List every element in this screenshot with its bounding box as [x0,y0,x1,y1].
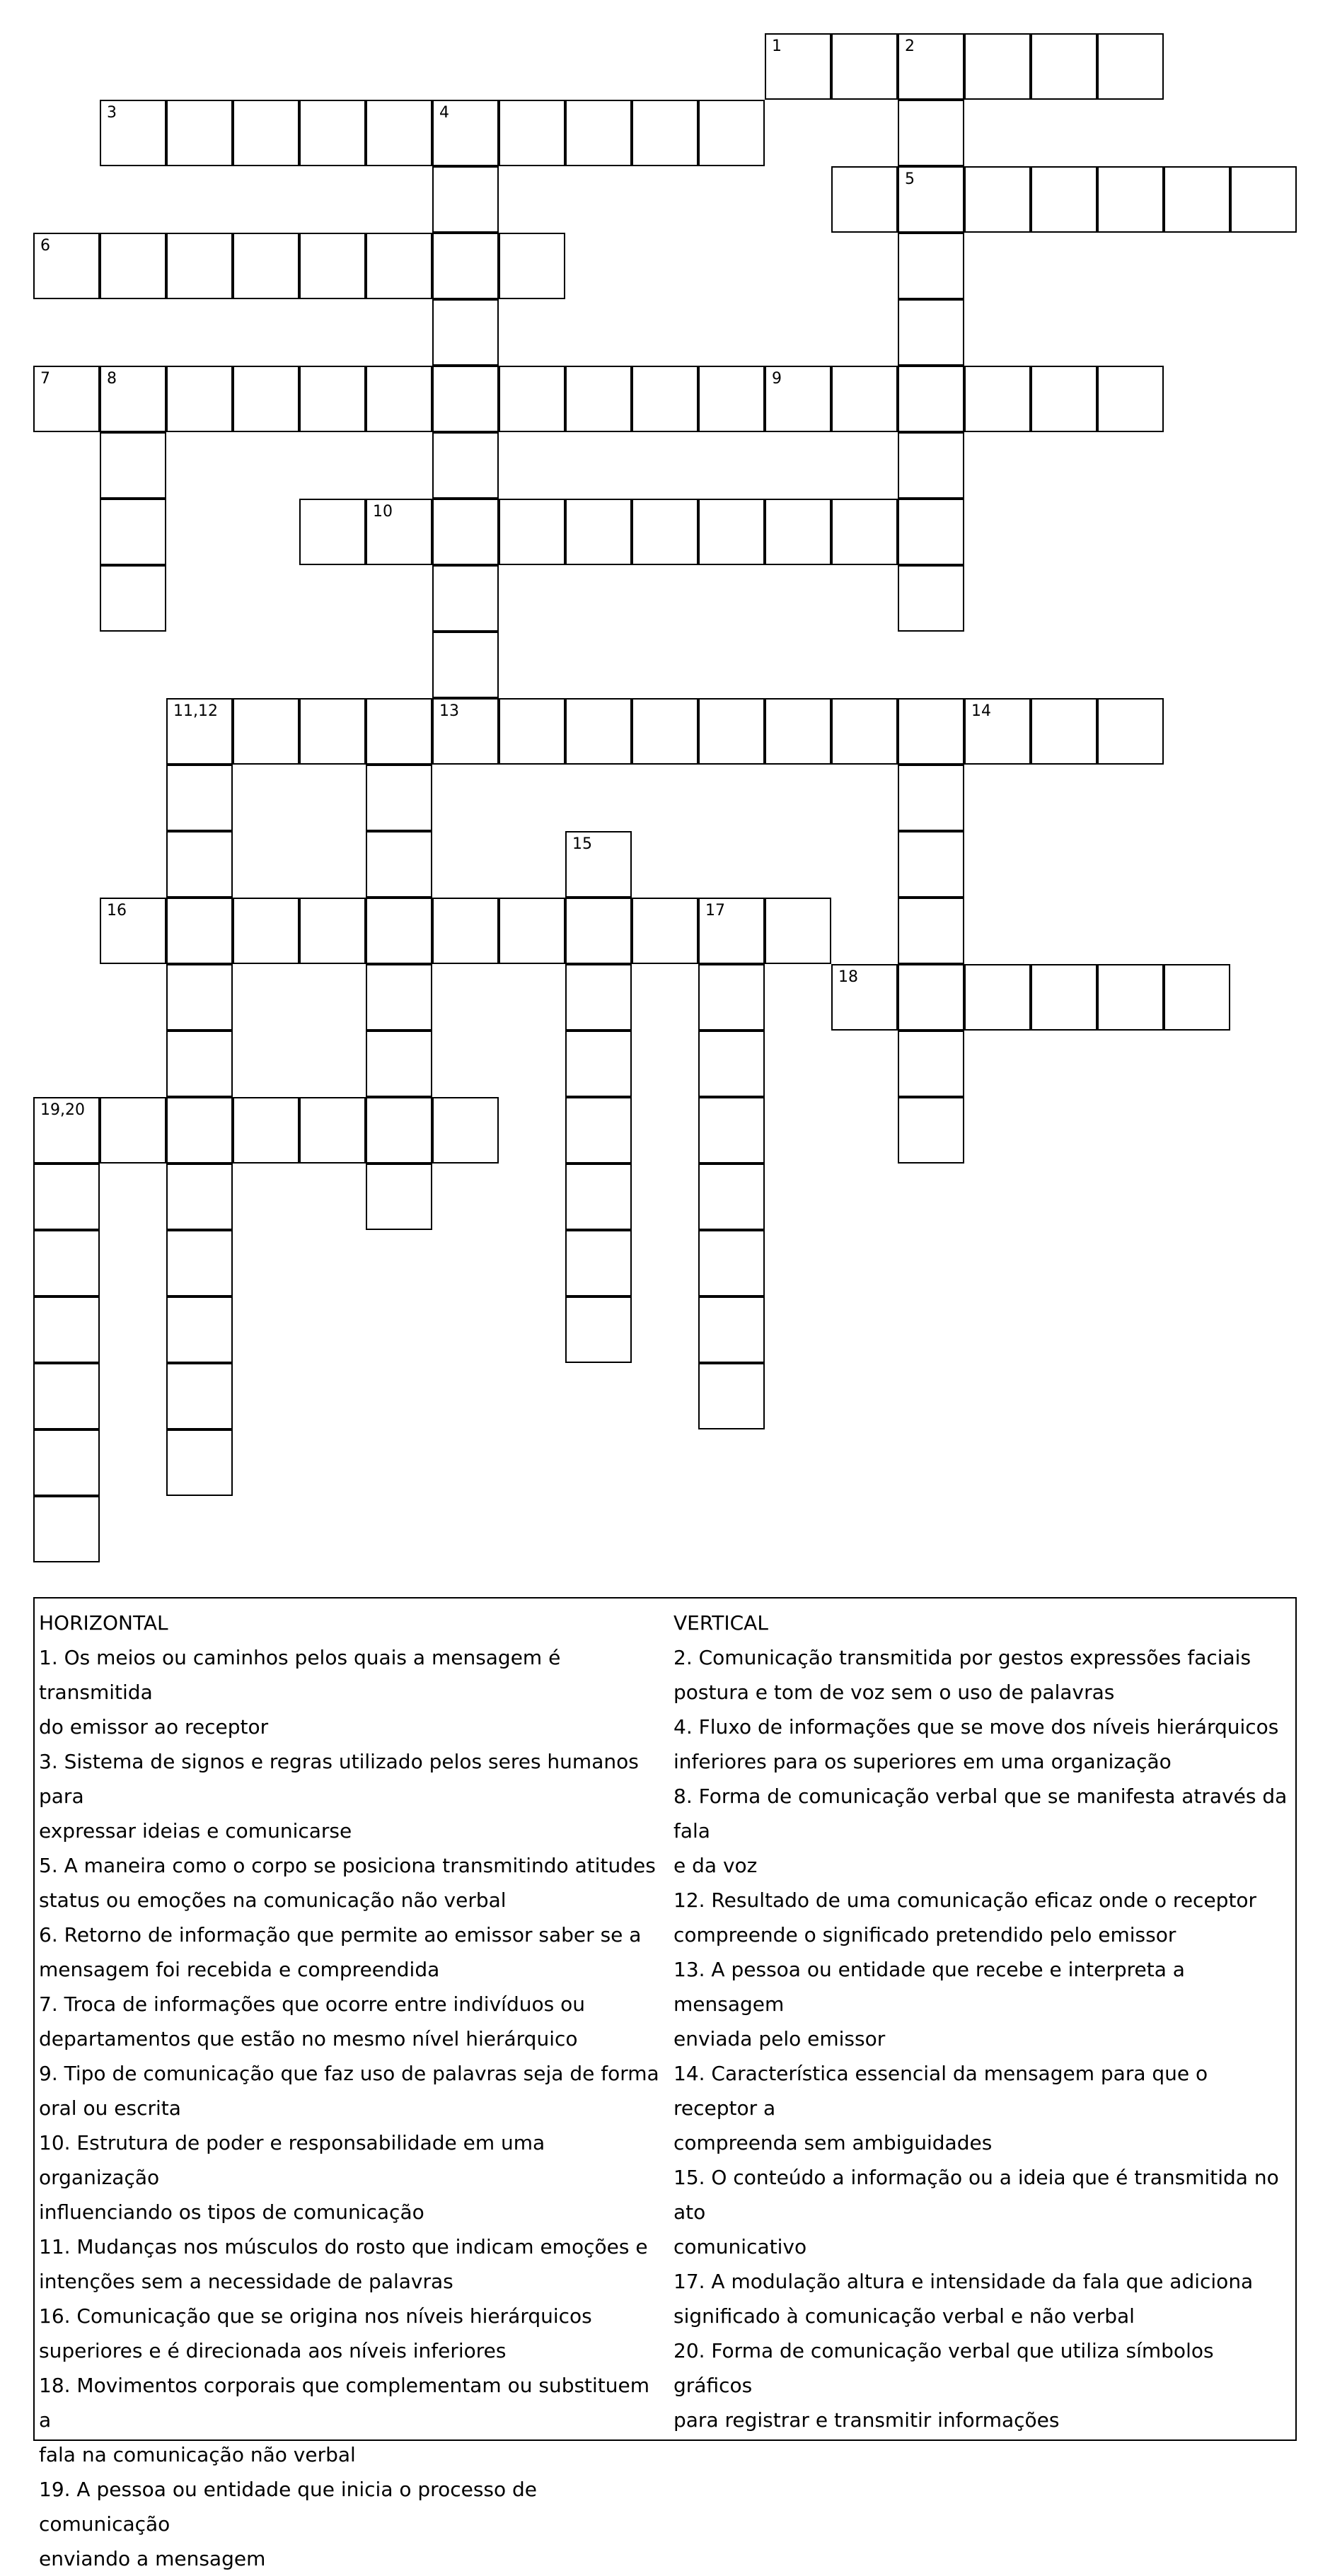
crossword-cell[interactable] [565,698,632,765]
crossword-cell[interactable] [33,1230,100,1296]
crossword-cell[interactable] [499,698,565,765]
crossword-cell[interactable] [299,1097,366,1164]
crossword-cell[interactable] [964,33,1031,100]
crossword-cell[interactable] [166,1230,233,1296]
crossword-cell[interactable] [33,1097,100,1164]
clue-line: 16. Comunicação que se origina nos níveis hierárquicos [39,2304,592,2328]
crossword-cell[interactable] [100,366,166,432]
crossword-cell[interactable] [233,100,299,166]
clue-line: status ou emoções na comunicação não verbal [39,1889,507,1912]
crossword-cell[interactable] [166,1164,233,1230]
crossword-cell[interactable] [1097,964,1164,1031]
clue-line: oral ou escrita [39,2096,181,2120]
clue-line: do emissor ao receptor [39,1715,269,1739]
clue-line: 6. Retorno de informação que permite ao emissor saber se a [39,1923,642,1946]
crossword-cell[interactable] [698,1230,765,1296]
clues-box [33,1597,1297,2570]
clue-line: e da voz [673,1854,758,1877]
clue-line: compreenda sem ambiguidades [673,2131,993,2154]
crossword-cell[interactable] [100,898,166,964]
clue-line: inferiores para os superiores em uma organização [673,1750,1172,1773]
crossword-cell[interactable] [1097,366,1164,432]
crossword-cell[interactable] [499,366,565,432]
crossword-cell[interactable] [166,233,233,299]
crossword-cell[interactable] [964,964,1031,1031]
crossword-cell[interactable] [233,233,299,299]
crossword-cell[interactable] [898,299,964,366]
crossword-cell[interactable] [432,499,499,565]
crossword-cell[interactable] [964,166,1031,233]
crossword-cell[interactable] [765,33,831,100]
clue-line: 18. Movimentos corporais que complementam ou substituem a [39,2374,650,2432]
crossword-cell[interactable] [166,100,233,166]
clue-line: significado à comunicação verbal e não verbal [673,2304,1135,2328]
crossword-cell[interactable] [33,1429,100,1496]
crossword-cell[interactable] [831,499,898,565]
horizontal-clue-list [39,1640,661,2576]
crossword-cell[interactable] [898,565,964,632]
clue-number: 14 [971,702,991,720]
crossword-cell[interactable] [1097,166,1164,233]
clue-number: 13 [439,702,459,720]
clue-line: 13. A pessoa ou entidade que recebe e interpreta a mensagem [673,1958,1185,2016]
crossword-cell[interactable] [565,100,632,166]
crossword-cell[interactable] [100,1097,166,1164]
crossword-cell[interactable] [166,1429,233,1496]
clue-number: 18 [838,968,858,986]
crossword-cell[interactable] [1097,698,1164,765]
crossword-cell[interactable] [499,898,565,964]
crossword-cell[interactable] [299,100,366,166]
clue-line: 1. Os meios ou caminhos pelos quais a mensagem é transmitida [39,1646,561,1704]
crossword-cell[interactable] [499,499,565,565]
crossword-cell[interactable] [565,898,632,964]
crossword-cell[interactable] [698,964,765,1031]
crossword-cell[interactable] [565,964,632,1031]
crossword-cell[interactable] [1031,33,1097,100]
crossword-cell[interactable] [432,100,499,166]
crossword-cell[interactable] [565,831,632,898]
crossword-cell[interactable] [432,565,499,632]
crossword-cell[interactable] [632,898,698,964]
crossword-cell[interactable] [366,366,432,432]
crossword-cell[interactable] [233,698,299,765]
crossword-cell[interactable] [565,366,632,432]
crossword-cell[interactable] [166,964,233,1031]
crossword-cell[interactable] [1031,166,1097,233]
crossword-cell[interactable] [233,1097,299,1164]
crossword-cell[interactable] [1230,166,1297,233]
crossword-cell[interactable] [698,698,765,765]
crossword-cell[interactable] [898,964,964,1031]
crossword-cell[interactable] [432,166,499,233]
clue-line: influenciando os tipos de comunicação [39,2200,424,2224]
crossword-cell[interactable] [33,1164,100,1230]
clue-line: 20. Forma de comunicação verbal que utiliza símbolos gráficos [673,2339,1214,2397]
crossword-cell[interactable] [831,33,898,100]
crossword-cell[interactable] [698,499,765,565]
crossword-cell[interactable] [898,233,964,299]
clue-line: 12. Resultado de uma comunicação eficaz onde o receptor [673,1889,1257,1912]
clue-line: 3. Sistema de signos e regras utilizado pelos seres humanos para [39,1750,639,1808]
clue-line: 5. A maneira como o corpo se posiciona transmitindo atitudes [39,1854,656,1877]
clue-number: 11,12 [173,702,218,720]
crossword-cell[interactable] [100,233,166,299]
crossword-cell[interactable] [299,233,366,299]
crossword-cell[interactable] [565,1031,632,1097]
crossword-cell[interactable] [366,698,432,765]
crossword-cell[interactable] [233,366,299,432]
crossword-cell[interactable] [765,366,831,432]
crossword-cell[interactable] [366,964,432,1031]
crossword-cell[interactable] [1031,964,1097,1031]
crossword-cell[interactable] [499,100,565,166]
clue-line: enviando a mensagem [39,2547,266,2570]
clue-number: 5 [905,170,915,188]
clue-line: superiores e é direcionada aos níveis inferiores [39,2339,507,2362]
crossword-cell[interactable] [233,898,299,964]
crossword-cell[interactable] [166,765,233,831]
crossword-cell[interactable] [366,499,432,565]
crossword-cell[interactable] [898,33,964,100]
crossword-cell[interactable] [33,1296,100,1363]
crossword-cell[interactable] [166,366,233,432]
crossword-cell[interactable] [831,166,898,233]
crossword-cell[interactable] [33,233,100,299]
crossword-cell[interactable] [698,1097,765,1164]
crossword-cell[interactable] [765,499,831,565]
crossword-cell[interactable] [831,698,898,765]
clue-number: 15 [572,835,592,853]
clue-line: departamentos que estão no mesmo nível hierárquico [39,2027,578,2050]
crossword-cell[interactable] [366,100,432,166]
crossword-cell[interactable] [698,1031,765,1097]
crossword-cell[interactable] [432,698,499,765]
vertical-clue-list [673,1640,1296,2437]
clue-line: postura e tom de voz sem o uso de palavras [673,1681,1115,1704]
clue-line: 14. Característica essencial da mensagem para que o receptor a [673,2062,1208,2120]
crossword-cell[interactable] [565,1230,632,1296]
clue-line: expressar ideias e comunicarse [39,1819,352,1843]
crossword-cell[interactable] [898,432,964,499]
crossword-cell[interactable] [698,898,765,964]
crossword-cell[interactable] [366,831,432,898]
crossword-cell[interactable] [1164,964,1230,1031]
clue-line: compreende o significado pretendido pelo emissor [673,1923,1176,1946]
clue-line: 17. A modulação altura e intensidade da fala que adiciona [673,2270,1254,2293]
crossword-cell[interactable] [166,1031,233,1097]
clue-number: 16 [107,902,127,919]
crossword-cell[interactable] [100,565,166,632]
vertical-title: VERTICAL [673,1611,768,1635]
crossword-cell[interactable] [898,698,964,765]
clue-line: 19. A pessoa ou entidade que inicia o processo de comunicação [39,2478,538,2536]
crossword-cell[interactable] [100,499,166,565]
crossword-cell[interactable] [299,499,366,565]
crossword-cell[interactable] [565,1296,632,1363]
crossword-cell[interactable] [33,1496,100,1562]
crossword-cell[interactable] [565,1164,632,1230]
crossword-cell[interactable] [366,898,432,964]
clue-number: 8 [107,370,117,388]
clue-number: 2 [905,37,915,55]
crossword-cell[interactable] [765,898,831,964]
crossword-cell[interactable] [166,698,233,765]
crossword-cell[interactable] [898,499,964,565]
crossword-cell[interactable] [1164,166,1230,233]
clue-line: enviada pelo emissor [673,2027,886,2050]
crossword-cell[interactable] [898,765,964,831]
clue-line: para registrar e transmitir informações [673,2408,1060,2432]
horizontal-clues [39,1606,661,2576]
crossword-cell[interactable] [366,1031,432,1097]
clue-number: 7 [40,370,50,388]
crossword-cell[interactable] [100,100,166,166]
crossword-cell[interactable] [632,100,698,166]
clue-number: 9 [772,370,782,388]
crossword-cell[interactable] [898,831,964,898]
crossword-cell[interactable] [698,366,765,432]
crossword-cell[interactable] [898,366,964,432]
crossword-cell[interactable] [432,366,499,432]
crossword-cell[interactable] [166,898,233,964]
crossword-cell[interactable] [698,100,765,166]
crossword-cell[interactable] [1031,366,1097,432]
crossword-cell[interactable] [964,698,1031,765]
clue-number: 4 [439,104,449,122]
crossword-cell[interactable] [166,1363,233,1429]
crossword-cell[interactable] [166,1296,233,1363]
clue-line: 9. Tipo de comunicação que faz uso de palavras seja de forma [39,2062,659,2085]
crossword-cell[interactable] [831,964,898,1031]
clue-number: 10 [373,503,393,521]
crossword-cell[interactable] [432,632,499,698]
crossword-cell[interactable] [898,1031,964,1097]
crossword-cell[interactable] [366,233,432,299]
clue-line: fala na comunicação não verbal [39,2443,356,2466]
crossword-cell[interactable] [432,898,499,964]
crossword-cell[interactable] [698,1164,765,1230]
crossword-cell[interactable] [1097,33,1164,100]
crossword-cell[interactable] [366,765,432,831]
crossword-cell[interactable] [166,1097,233,1164]
crossword-cell[interactable] [1031,698,1097,765]
clue-line: 11. Mudanças nos músculos do rosto que indicam emoções e [39,2235,648,2258]
crossword-cell[interactable] [432,1097,499,1164]
crossword-cell[interactable] [765,698,831,765]
clue-number: 17 [705,902,725,919]
clue-line: 8. Forma de comunicação verbal que se manifesta através da fala [673,1785,1288,1843]
crossword-cell[interactable] [299,698,366,765]
clue-line: 2. Comunicação transmitida por gestos expressões faciais [673,1646,1251,1669]
clue-line: 4. Fluxo de informações que se move dos níveis hierárquicos [673,1715,1279,1739]
crossword-cell[interactable] [100,432,166,499]
vertical-clues [673,1606,1296,2437]
crossword-cell[interactable] [565,1097,632,1164]
crossword-cell[interactable] [33,366,100,432]
clue-line: mensagem foi recebida e compreendida [39,1958,440,1981]
clue-line: 7. Troca de informações que ocorre entre indivíduos ou [39,1992,585,2016]
crossword-cell[interactable] [299,366,366,432]
crossword-cell[interactable] [432,432,499,499]
crossword-cell[interactable] [432,233,499,299]
crossword-cell[interactable] [964,366,1031,432]
crossword-cell[interactable] [299,898,366,964]
crossword-cell[interactable] [898,1097,964,1164]
clue-number: 1 [772,37,782,55]
crossword-cell[interactable] [366,1097,432,1164]
horizontal-title: HORIZONTAL [39,1611,168,1635]
clue-line: intenções sem a necessidade de palavras [39,2270,453,2293]
crossword-cell[interactable] [33,1363,100,1429]
clue-number: 6 [40,237,50,255]
crossword-cell[interactable] [166,831,233,898]
crossword-cell[interactable] [898,898,964,964]
crossword-cell[interactable] [432,299,499,366]
clue-line: comunicativo [673,2235,807,2258]
crossword-cell[interactable] [898,166,964,233]
crossword-cell[interactable] [831,366,898,432]
crossword-cell[interactable] [565,499,632,565]
clue-line: 15. O conteúdo a informação ou a ideia que é transmitida no ato [673,2166,1279,2224]
clue-number: 3 [107,104,117,122]
crossword-cell[interactable] [698,1363,765,1429]
crossword-cell[interactable] [898,100,964,166]
crossword-cell[interactable] [499,233,565,299]
crossword-cell[interactable] [632,698,698,765]
crossword-cell[interactable] [366,1164,432,1230]
crossword-cell[interactable] [698,1296,765,1363]
crossword-cell[interactable] [632,366,698,432]
crossword-cell[interactable] [632,499,698,565]
clue-line: 10. Estrutura de poder e responsabilidade em uma organização [39,2131,545,2189]
clue-number: 19,20 [40,1101,85,1119]
